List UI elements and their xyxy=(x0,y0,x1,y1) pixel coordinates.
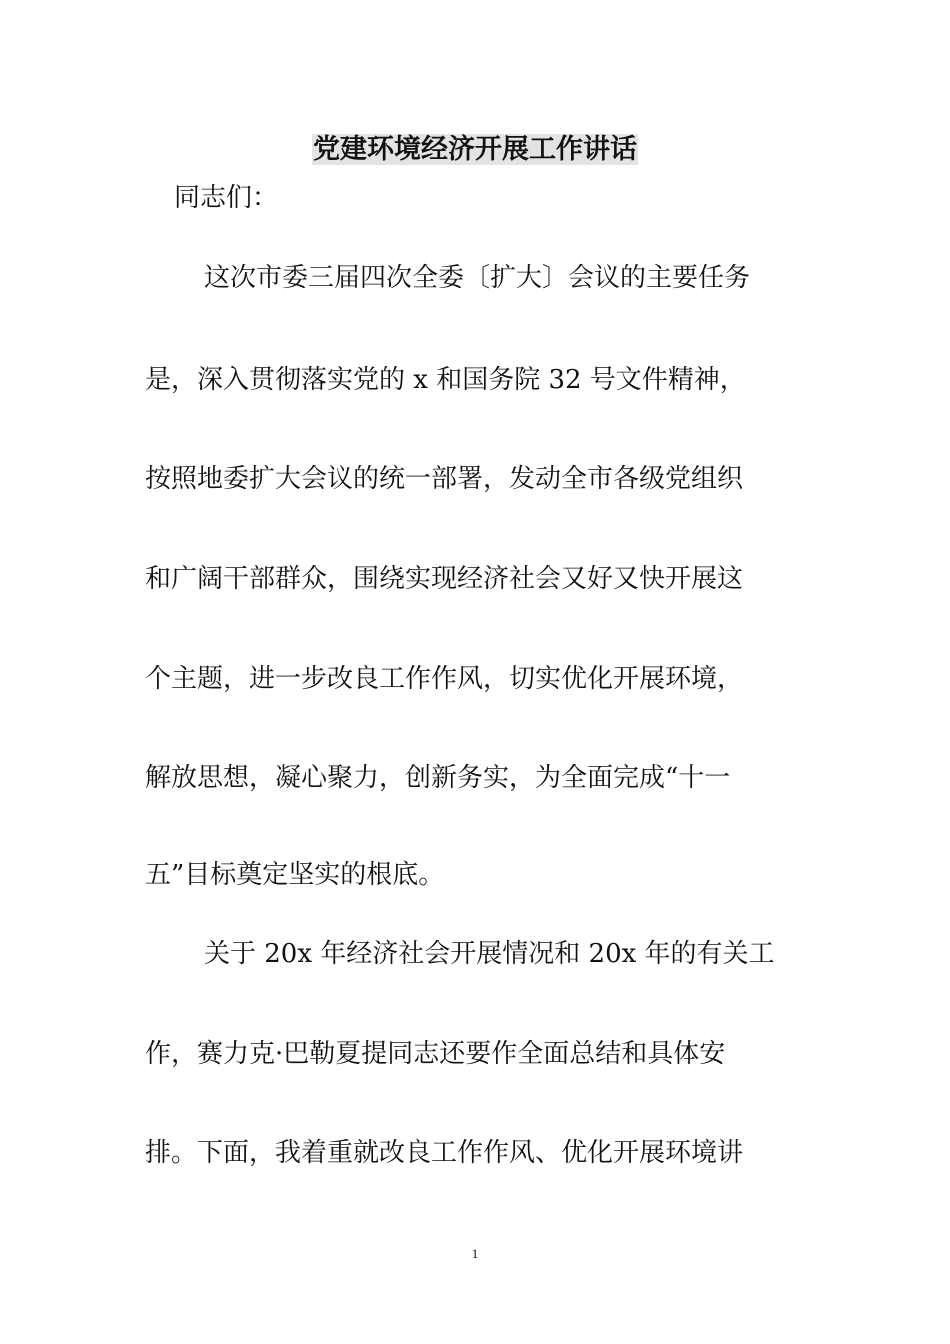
salutation: 同志们： xyxy=(174,183,279,213)
body-line-5: 个主题，进一步改良工作作风，切实优化开展环境， xyxy=(145,664,744,694)
document-title xyxy=(0,128,950,172)
body-line-4: 和广阔干部群众，围绕实现经济社会又好又快开展这 xyxy=(145,564,744,594)
body-line-6: 解放思想，凝心聚力，创新务实，为全面完成“十一 xyxy=(145,763,731,793)
body-line-8: 关于 20x 年经济社会开展情况和 20x 年的有关工 xyxy=(204,939,775,969)
document-title-text: 党建环境经济开展工作讲话 xyxy=(313,134,637,165)
page-number: 1 xyxy=(471,1246,479,1261)
body-line-3: 按照地委扩大会议的统一部署，发动全市各级党组织 xyxy=(145,464,744,494)
body-line-2: 是，深入贯彻落实党的 x 和国务院 32 号文件精神， xyxy=(145,365,746,395)
body-line-1: 这次市委三届四次全委〔扩大〕会议的主要任务 xyxy=(204,263,751,293)
body-line-7: 五”目标奠定坚实的根底。 xyxy=(145,860,445,890)
body-line-10: 排。下面，我着重就改良工作作风、优化开展环境讲 xyxy=(145,1138,744,1168)
body-line-9: 作，赛力克·巴勒夏提同志还要作全面总结和具体安 xyxy=(145,1039,726,1069)
